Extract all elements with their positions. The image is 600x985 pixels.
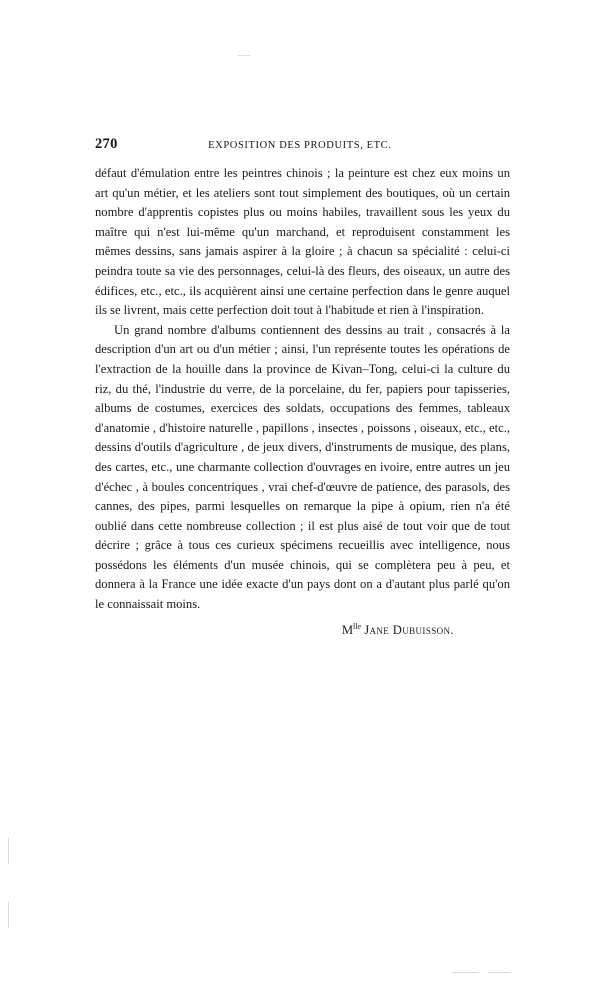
signature-honorific (342, 623, 361, 637)
scan-artifact-left-2 (8, 902, 9, 928)
signature-name: Jane Dubuisson. (364, 622, 454, 637)
running-head: EXPOSITION DES PRODUITS, ETC. (208, 140, 392, 151)
scan-artifact-top (237, 55, 251, 56)
paragraph-2: Un grand nombre d'albums contiennent des dessins au trait , consacrés à la description d'un art ou d'un métier ; ainsi, l'un représente toutes les opérations de l'extraction de la houille dans la province de Kivan–Tong, celui-ci la culture du riz, du thé, l'industrie du verre, de la porcelaine, du fer, papiers pour tapisseries, albums de costumes, exercices des soldats, occupations des femmes, tableaux d'anatomie , d'histoire naturelle , papillons , insectes , poissons , oiseaux, etc., etc., dessins d'outils d'agriculture , de jeux divers, d'instruments de musique, des plans, des cartes, etc., une charmante collection d'ouvrages en ivoire, entre autres un jeu d'échec , à boules concentriques , vrai chef-d'œuvre de patience, des parasols, des cannes, des pipes, parmi lesquelles on remarque la pipe à opium, rien n'a été oublié dans cette nombreuse collection ; il est plus aisé de tout voir que de tout décrire ; grâce à tous ces curieux spécimens recueillis avec intelligence, nous possédons les éléments d'un musée chinois, qui se complètera peu à peu, et donnera à la France une idée exacte d'un pays dont on a d'autant plus parlé qu'on le connaissait moins. (95, 322, 510, 612)
page-number: 270 (95, 136, 118, 152)
signature-honorific-suffix: lle (353, 621, 362, 631)
scan-artifact-bottom-1 (452, 972, 478, 973)
scan-artifact-bottom-2 (488, 972, 510, 973)
scan-artifact-left-1 (8, 838, 9, 864)
signature-honorific-base: M (341, 622, 354, 637)
article-signature (95, 617, 510, 641)
page-header (95, 136, 510, 153)
paragraph-1: défaut d'émulation entre les peintres chinois ; la peinture est chez eux moins un art qu'un métier, et les ateliers sont tout simplement des boutiques, où un certain nombre d'apprentis copistes plus ou moins habiles, travaillent sous les yeux du maître qui n'est lui-même qu'un marchand, et reproduisent constamment les mêmes dessins, sans jamais aspirer à la gloire ; à chacun sa spécialité : celui-ci peindra toute sa vie des personnages, celui-là des fleurs, des oiseaux, un autre des édifices, etc., etc., ils acquièrent ainsi une certaine perfection dans le genre auquel ils se livrent, mais cette perfection doit tout à l'habitude et rien à l'inspiration. (95, 166, 510, 318)
page-body (95, 164, 510, 640)
